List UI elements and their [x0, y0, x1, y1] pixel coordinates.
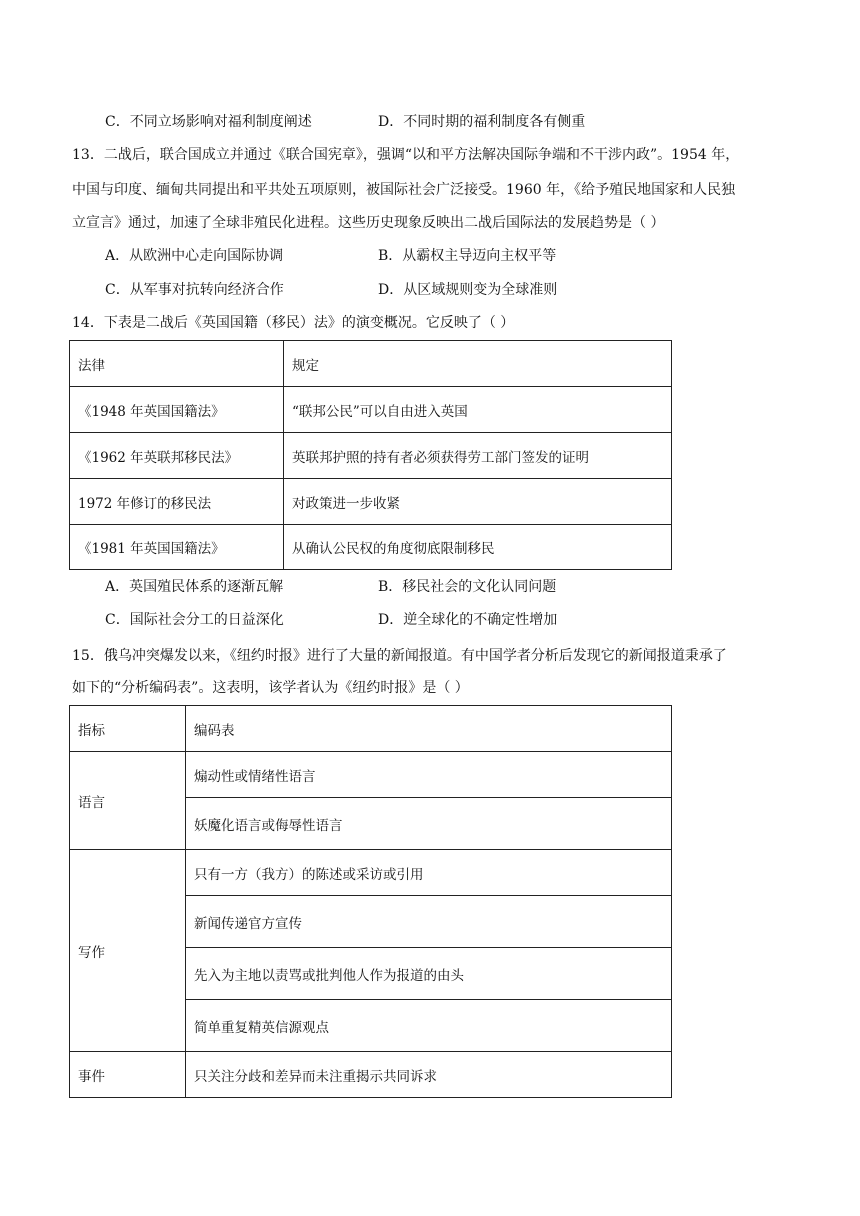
- q14-header-rule: 规定: [284, 341, 672, 387]
- table-row: [70, 1052, 672, 1098]
- q13-option-b: B．从霸权主导迈向主权平等: [378, 248, 557, 264]
- q14-rule-cell: “联邦公民”可以自由进入英国: [284, 387, 672, 433]
- q15-header-indicator: 指标: [70, 706, 186, 752]
- q12-option-d: D．不同时期的福利制度各有侧重: [378, 114, 586, 130]
- q14-rule-cell: 英联邦护照的持有者必须获得劳工部门签发的证明: [284, 433, 672, 479]
- q13-stem-line-1: 13．二战后，联合国成立并通过《联合国宪章》，强调“以和平方法解决国际争端和不干涉内政”。1954 年，: [72, 147, 740, 163]
- q14-rule-cell: 从确认公民权的角度彻底限制移民: [284, 525, 672, 570]
- q14-rule-cell: 对政策进一步收紧: [284, 479, 672, 525]
- q15-coding-table: [69, 705, 672, 1098]
- q14-option-c: C．国际社会分工的日益深化: [105, 612, 284, 628]
- q15-stem-line-2: 如下的“分析编码表”。这表明，该学者认为《纽约时报》是（ ）: [72, 680, 469, 696]
- q15-item-cell: 煽动性或情绪性语言: [186, 752, 672, 798]
- q15-item-cell: 简单重复精英信源观点: [186, 1000, 672, 1052]
- q14-law-cell: 《1948 年英国国籍法》: [70, 387, 284, 433]
- q13-stem-line-3: 立宣言》通过，加速了全球非殖民化进程。这些历史现象反映出二战后国际法的发展趋势是（ ）: [72, 215, 665, 231]
- q15-item-cell: 只有一方（我方）的陈述或采访或引用: [186, 850, 672, 896]
- q14-table: [69, 340, 672, 570]
- q14-law-cell: 1972 年修订的移民法: [70, 479, 284, 525]
- table-row: [70, 752, 672, 798]
- table-row: [70, 433, 672, 479]
- q15-stem-line-1: 15．俄乌冲突爆发以来，《纽约时报》进行了大量的新闻报道。有中国学者分析后发现它的新闻报道秉承了: [72, 648, 727, 664]
- q15-item-cell: 新闻传递官方宣传: [186, 896, 672, 948]
- q15-table-header-row: [70, 706, 672, 752]
- q13-option-a: A．从欧洲中心走向国际协调: [105, 248, 284, 264]
- q15-group-label: 语言: [70, 752, 186, 850]
- q15-group-label: 事件: [70, 1052, 186, 1098]
- q15-header-coding: 编码表: [186, 706, 672, 752]
- q14-law-cell: 《1981 年英国国籍法》: [70, 525, 284, 570]
- q14-law-cell: 《1962 年英联邦移民法》: [70, 433, 284, 479]
- q15-item-cell: 妖魔化语言或侮辱性语言: [186, 798, 672, 850]
- q14-stem: 14．下表是二战后《英国国籍（移民）法》的演变概况。它反映了（ ）: [72, 315, 515, 331]
- table-row: [70, 387, 672, 433]
- table-row: [70, 479, 672, 525]
- q14-option-a: A．英国殖民体系的逐渐瓦解: [105, 579, 284, 595]
- q14-table-header-row: [70, 341, 672, 387]
- q13-option-c: C．从军事对抗转向经济合作: [105, 282, 284, 298]
- q14-option-d: D．逆全球化的不确定性增加: [378, 612, 558, 628]
- table-row: [70, 525, 672, 570]
- q12-option-c: C．不同立场影响对福利制度阐述: [105, 114, 312, 130]
- q15-item-cell: 先入为主地以责骂或批判他人作为报道的由头: [186, 948, 672, 1000]
- q14-header-law: 法律: [70, 341, 284, 387]
- table-row: [70, 850, 672, 896]
- q13-stem-line-2: 中国与印度、缅甸共同提出和平共处五项原则，被国际社会广泛接受。1960 年，《给予殖民地国家和人民独: [72, 182, 736, 198]
- q13-option-d: D．从区域规则变为全球准则: [378, 282, 558, 298]
- q15-item-cell: 只关注分歧和差异而未注重揭示共同诉求: [186, 1052, 672, 1098]
- q15-group-label: 写作: [70, 850, 186, 1052]
- q14-option-b: B．移民社会的文化认同问题: [378, 579, 557, 595]
